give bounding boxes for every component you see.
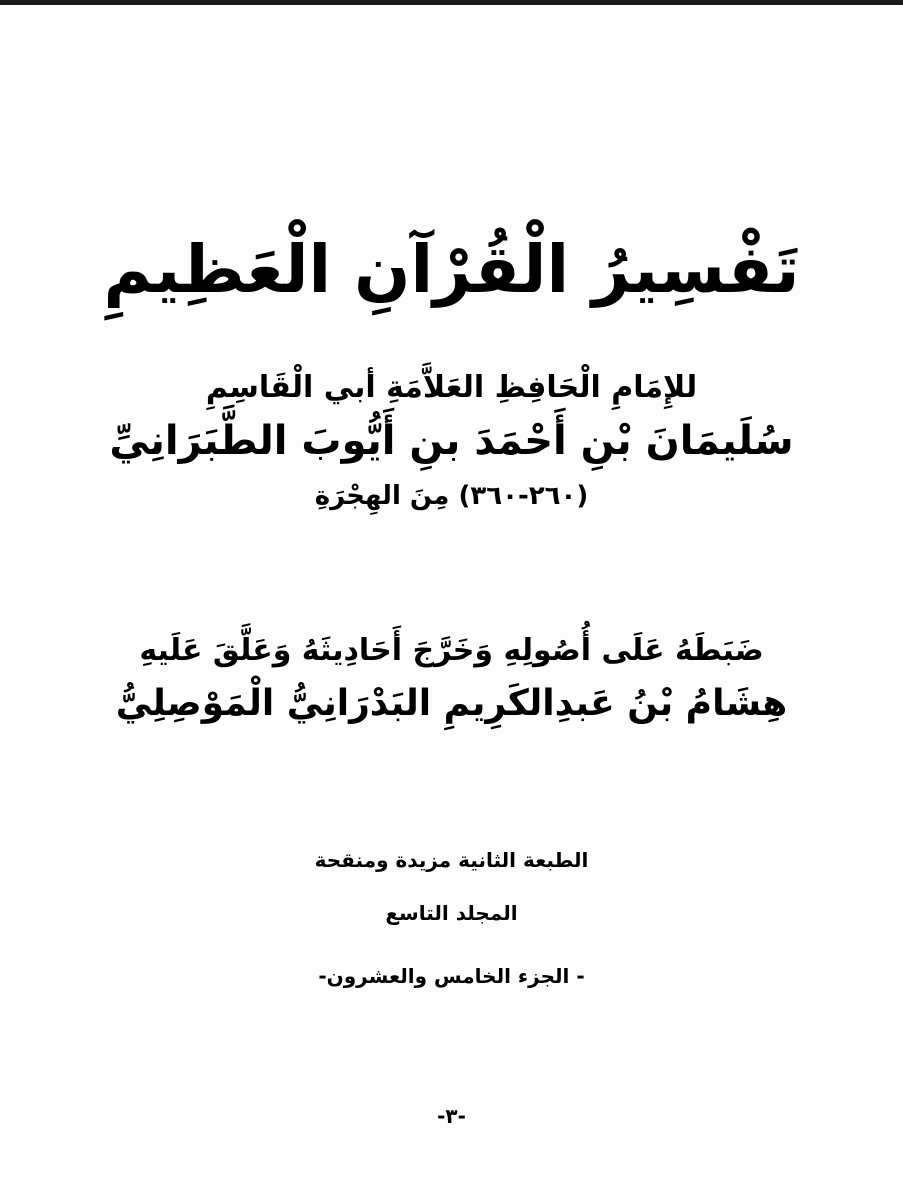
- part-text: - الجزء الخامس والعشرون-: [318, 964, 585, 988]
- author-name: سُلَيمَانَ بْنِ أَحْمَدَ بنِ أَيُّوبَ الطَّبَرَانِيِّ: [109, 418, 794, 464]
- book-title: تَفْسِيرُ الْقُرْآنِ الْعَظِيمِ: [103, 231, 800, 308]
- edition-text: الطبعة الثانية مزيدة ومنقحة: [314, 848, 589, 872]
- editor-intro: ضَبَطَهُ عَلَى أُصُولِهِ وَخَرَّجَ أَحَادِيثَهُ وَعَلَّقَ عَلَيهِ: [139, 633, 764, 668]
- page-number: -٣-: [437, 1104, 466, 1128]
- author-dates: (٢٦٠-٣٦٠) مِنَ الهِجْرَةِ: [314, 481, 589, 511]
- editor-name: هِشَامُ بْنُ عَبدِالكَرِيمِ البَدْرَانِيُّ الْمَوْصِلِيُّ: [115, 683, 788, 724]
- author-intro: للإِمَامِ الْحَافِظِ العَلاَّمَةِ أبي الْقَاسِمِ: [205, 370, 698, 405]
- document-page: [0, 5, 903, 1200]
- volume-text: المجلد التاسع: [385, 901, 518, 925]
